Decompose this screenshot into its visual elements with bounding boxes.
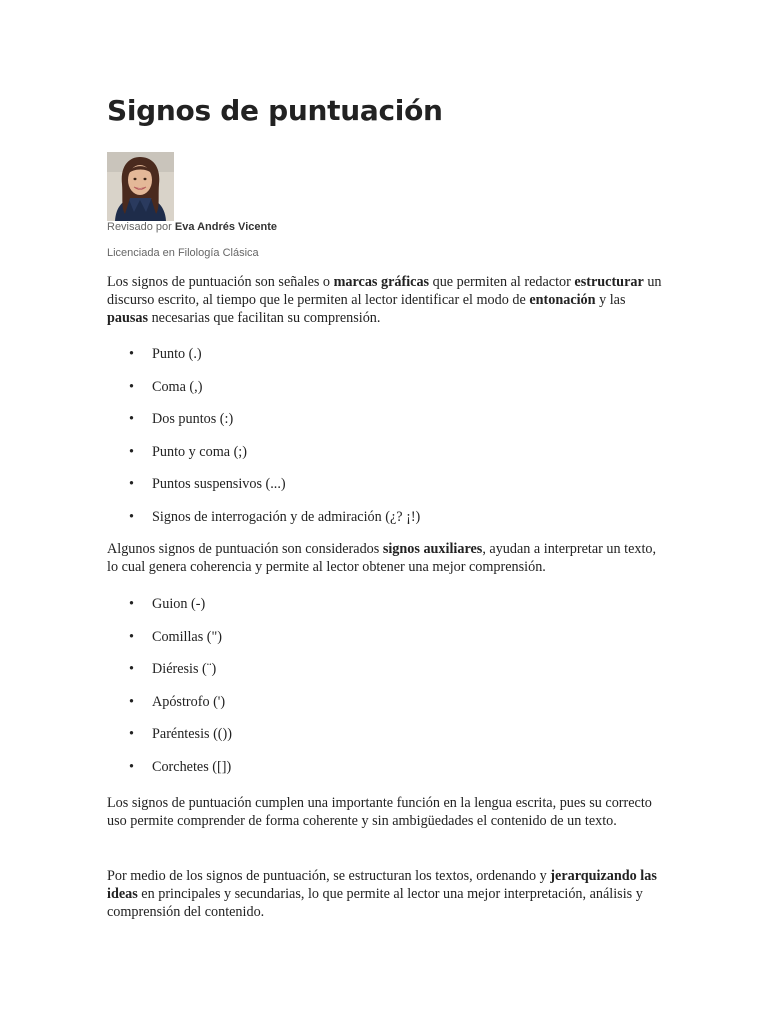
intro-text: y las [595,292,626,308]
bullet-icon: • [129,726,134,742]
reviewed-by-prefix: Revisado por [107,221,175,233]
intro-emphasis: marcas gráficas [333,274,430,290]
bullet-icon: • [129,443,134,460]
list-item-label: Signos de interrogación y de admiración (¿? ¡!) [152,508,421,525]
structure-text: en principales y secundarias, lo que permite al lector una mejor interpretación, análisis y comprensión del contenido. [107,886,643,920]
structure-text: Por medio de los signos de puntuación, se estructuran los textos, ordenando y [107,868,551,884]
reviewer-name[interactable]: Eva Andrés Vicente [174,221,277,233]
auxiliary-intro-text: Algunos signos de puntuación son considerados [107,541,383,557]
bullet-icon: • [129,346,134,362]
list-item-label: Punto y coma (;) [152,443,247,460]
list-item [107,443,420,476]
intro-paragraph [107,273,667,327]
list-item [107,693,232,726]
list-item [107,595,232,628]
list-item [107,345,420,378]
reviewer-avatar [107,152,174,221]
intro-emphasis: pausas [107,310,149,326]
list-item-label: Dos puntos (:) [152,411,234,427]
bullet-icon: • [129,378,134,395]
list-item [107,628,232,661]
function-paragraph: Los signos de puntuación cumplen una importante función en la lengua escrita, pues su correcto uso permite comprender de forma coherente y sin ambigüedades el contenido de un texto. [107,795,652,829]
list-item-label: Corchetes ([]) [152,758,232,775]
list-item [107,758,232,791]
bullet-icon: • [129,758,134,775]
bullet-icon: • [129,596,134,612]
bullet-icon: • [129,508,134,525]
list-item-label: Paréntesis (()) [152,726,232,742]
intro-emphasis: estructurar [574,274,644,290]
list-item [107,475,420,508]
list-item [107,378,420,411]
intro-text: Los signos de puntuación son señales o [107,274,334,290]
list-item-label: Diéresis (¨) [152,661,217,677]
auxiliary-intro-emphasis: signos auxiliares [382,541,483,557]
page-title: Signos de puntuación [107,94,443,127]
list-item [107,660,232,693]
intro-text: un discurso escrito, al tiempo que le permiten al lector identificar el modo de [107,274,662,308]
list-item [107,508,420,541]
intro-text: necesarias que facilitan su comprensión. [148,310,381,326]
list-item-label: Guion (-) [152,596,206,612]
structure-emphasis: jerarquizando las ideas [107,868,657,902]
list-item-label: Comillas (") [152,628,223,645]
list-item-label: Puntos suspensivos (...) [152,476,286,492]
list-item-label: Punto (.) [152,346,202,362]
reviewer-credential: Licenciada en Filología Clásica [107,247,259,259]
list-item [107,410,420,443]
structure-paragraph [107,867,667,921]
bullet-icon: • [129,628,134,645]
intro-text: que permiten al redactor [429,274,575,290]
bullet-icon: • [129,411,134,427]
bullet-icon: • [129,661,134,677]
intro-emphasis: entonación [529,292,596,308]
bullet-icon: • [129,476,134,492]
main-signs-list [107,345,420,540]
auxiliary-signs-list [107,595,232,790]
auxiliary-intro-paragraph [107,540,667,576]
reviewed-by [107,221,277,233]
bullet-icon: • [129,693,134,710]
list-item [107,725,232,758]
list-item-label: Apóstrofo (') [152,693,226,710]
auxiliary-intro-text: , ayudan a interpretar un texto, lo cual genera coherencia y permite al lector obtener una mejor comprensión. [107,541,657,575]
list-item-label: Coma (,) [152,378,203,395]
